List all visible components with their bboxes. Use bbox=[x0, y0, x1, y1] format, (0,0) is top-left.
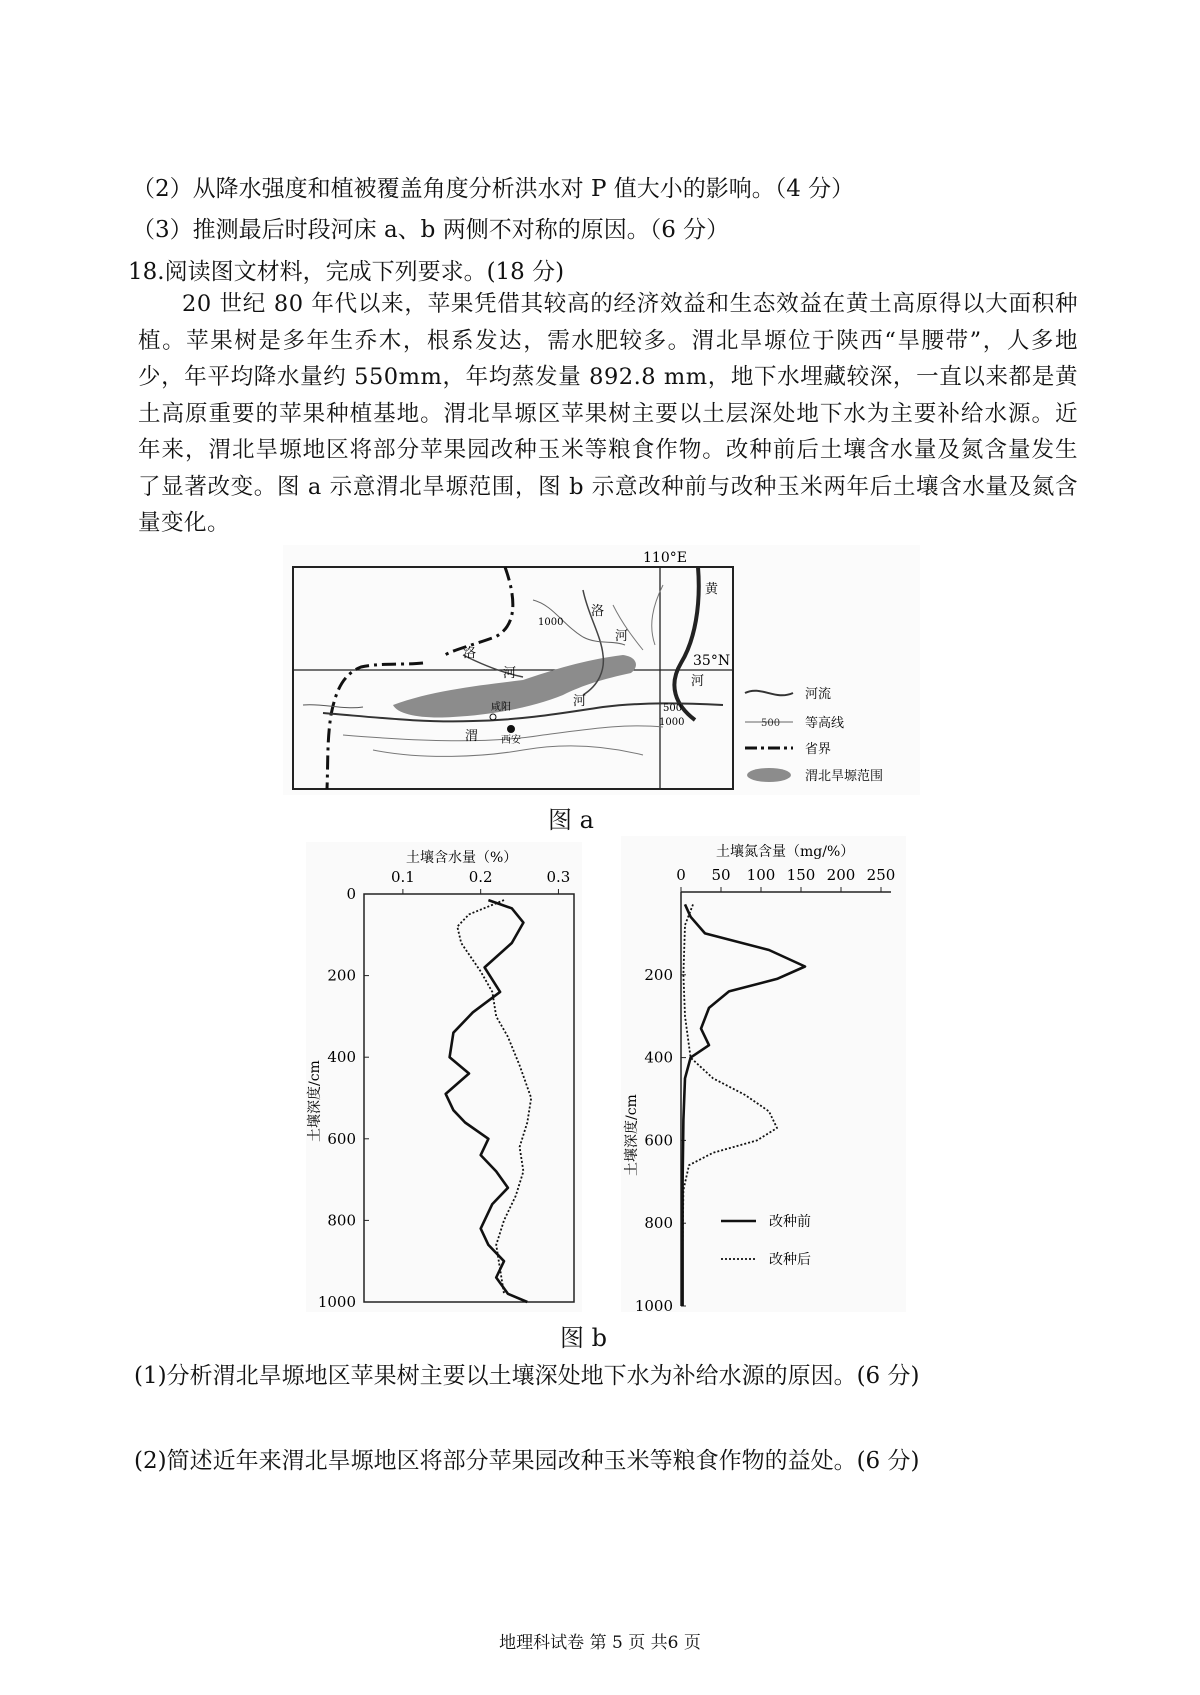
label-xian: 西安 bbox=[501, 735, 521, 746]
y-tick-label: 200 bbox=[327, 966, 356, 985]
x-tick-label: 150 bbox=[786, 866, 816, 884]
question-3-top: （3）推测最后时段河床 a、b 两侧不对称的原因。（6 分） bbox=[132, 217, 730, 243]
figure-b-caption: 图 b bbox=[560, 1324, 607, 1352]
y-tick-label: 800 bbox=[327, 1211, 356, 1230]
label-he-north: 河 bbox=[615, 629, 629, 644]
x-tick-label: 200 bbox=[826, 866, 856, 884]
y-tick-label: 1000 bbox=[634, 1297, 673, 1312]
chart-b-xlabel: 土壤氮含量（mg/%） bbox=[716, 844, 855, 860]
chart-a-ylabel: 土壤深度/cm bbox=[307, 1060, 323, 1142]
figure-a-map bbox=[283, 545, 920, 795]
x-tick-label: 0.3 bbox=[546, 868, 571, 886]
x-tick-label: 100 bbox=[746, 866, 776, 884]
lat-label: 35°N bbox=[693, 653, 731, 669]
question-18-heading: 18.阅读图文材料，完成下列要求。(18 分) bbox=[128, 259, 565, 285]
y-tick-label: 400 bbox=[644, 1048, 673, 1067]
chart-b-ylabel: 土壤深度/cm bbox=[624, 1094, 640, 1176]
legend-after-label: 改种后 bbox=[769, 1252, 811, 1268]
y-tick-label: 400 bbox=[327, 1048, 356, 1067]
xian-city-marker bbox=[507, 725, 515, 733]
label-he-wei: 河 bbox=[573, 694, 587, 709]
chart-a-xlabel: 土壤含水量（%） bbox=[406, 850, 518, 866]
y-tick-label: 800 bbox=[644, 1214, 673, 1233]
legend-contour-label: 等高线 bbox=[805, 716, 845, 731]
contour-label-1000b: 1000 bbox=[659, 717, 685, 728]
label-wei: 渭 bbox=[465, 729, 479, 744]
y-tick-label: 0 bbox=[346, 885, 356, 903]
contour-label-1000a: 1000 bbox=[538, 617, 564, 628]
question-2-top: （2）从降水强度和植被覆盖角度分析洪水对 P 值大小的影响。（4 分） bbox=[132, 176, 855, 202]
question-2-bottom: (2)简述近年来渭北旱塬地区将部分苹果园改种玉米等粮食作物的益处。(6 分) bbox=[134, 1448, 920, 1474]
label-huang: 黄 bbox=[705, 582, 719, 597]
legend-contour-sample-value: 500 bbox=[761, 718, 781, 729]
lon-label: 110°E bbox=[643, 550, 687, 566]
figure-a-caption: 图 a bbox=[548, 806, 594, 834]
question-18-paragraph: 20 世纪 80 年代以来，苹果凭借其较高的经济效益和生态效益在黄土高原得以大面积种植。苹果树是多年生乔木，根系发达，需水肥较多。渭北旱塬位于陕西“旱腰带”，人多地少，年平均降水量约 550mm，年均蒸发量 892.8 mm，地下水埋藏较深，一直以来都是黄土高原重要的苹果种植基地。渭北旱塬区苹果树主要以土层深处地下水为主要补给水源。近年来，渭北旱塬地区将部分苹果园改种玉米等粮食作物。改种前后土壤含水量及氮含量发生了显著改变。图 a 示意渭北旱塬范围，图 b 示意改种前与改种玉米两年后土壤含水量及氮含量变化。 bbox=[138, 291, 1078, 536]
legend-before-label: 改种前 bbox=[769, 1214, 811, 1230]
y-tick-label: 1000 bbox=[317, 1293, 356, 1311]
label-xianyang: 咸阳 bbox=[491, 702, 511, 713]
label-luo-west: 洛 bbox=[463, 646, 477, 661]
legend-region-sample bbox=[747, 768, 791, 782]
question-1-bottom: (1)分析渭北旱塬地区苹果树主要以土壤深处地下水为补给水源的原因。(6 分) bbox=[134, 1363, 920, 1389]
chart-soil-water bbox=[306, 842, 582, 1312]
x-tick-label: 0.1 bbox=[390, 868, 415, 886]
y-tick-label: 600 bbox=[327, 1129, 356, 1148]
label-he-west: 河 bbox=[503, 666, 517, 681]
legend-river-label: 河流 bbox=[805, 687, 832, 702]
legend-region-label: 渭北旱塬范围 bbox=[805, 769, 884, 784]
y-tick-label: 600 bbox=[644, 1131, 673, 1150]
x-tick-label: 50 bbox=[711, 866, 731, 884]
label-he-east: 河 bbox=[691, 674, 705, 689]
label-luo-north: 洛 bbox=[591, 604, 605, 619]
contour-label-500: 500 bbox=[663, 703, 683, 714]
page-footer: 地理科试卷 第 5 页 共6 页 bbox=[499, 1633, 701, 1653]
legend-boundary-label: 省界 bbox=[805, 742, 832, 757]
x-tick-label: 0.2 bbox=[468, 868, 493, 886]
chart-soil-nitrogen bbox=[621, 836, 906, 1312]
x-tick-label: 0 bbox=[676, 866, 686, 884]
y-tick-label: 200 bbox=[644, 965, 673, 984]
x-tick-label: 250 bbox=[866, 866, 896, 884]
